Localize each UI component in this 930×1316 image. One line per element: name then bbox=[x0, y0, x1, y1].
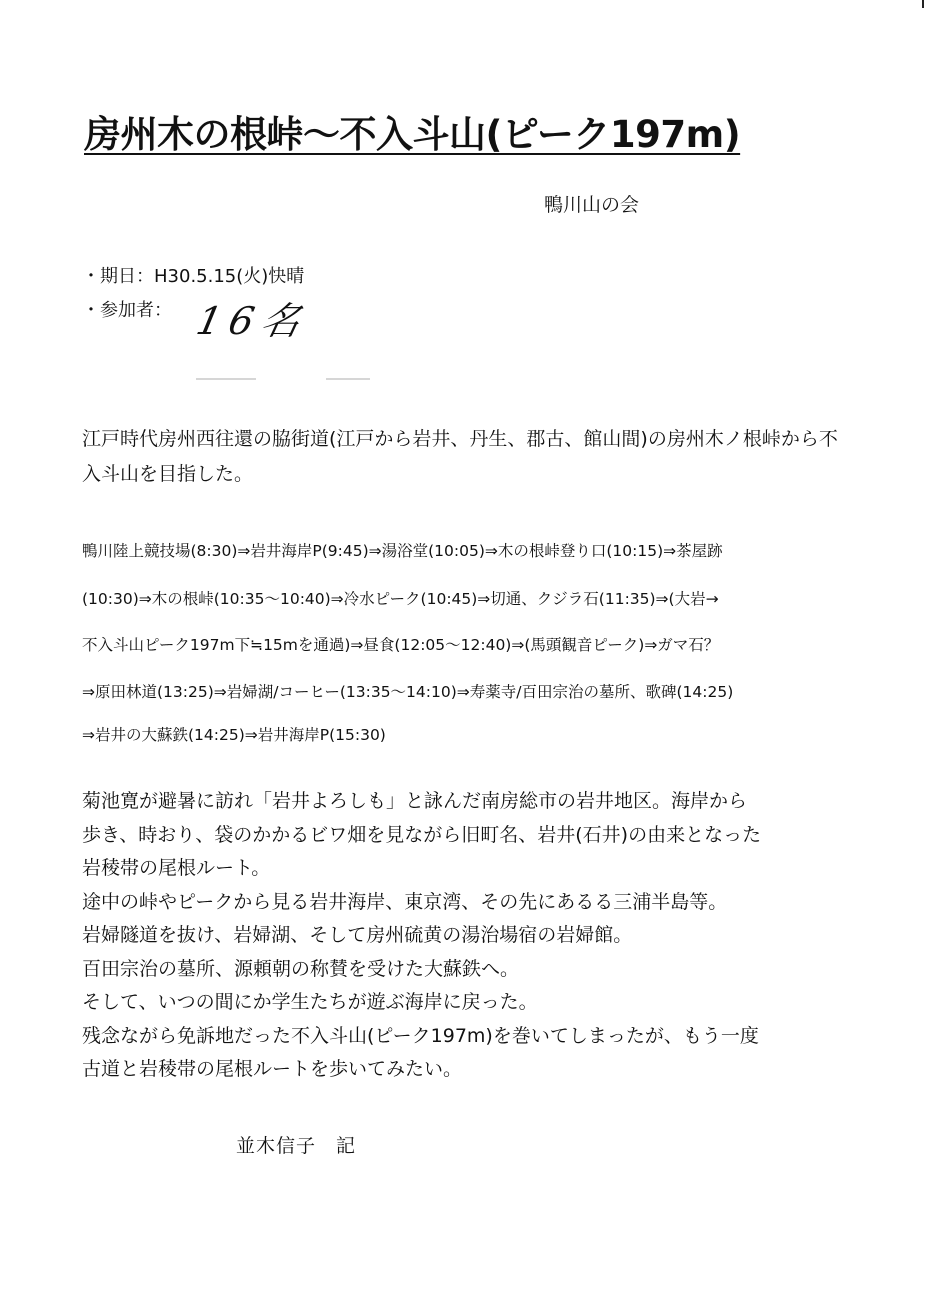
scan-edge-mark bbox=[922, 0, 924, 8]
body-line: 歩き、時おり、袋のかかるビワ畑を見ながら旧町名、岩井(石井)の由来となった bbox=[82, 823, 762, 846]
participants-label: ・参加者： bbox=[82, 300, 172, 321]
scan-smudge bbox=[196, 378, 256, 380]
route-line: 不入斗山ピーク197m下≒15mを通過)⇒昼食(12:05～12:40)⇒(馬頭観音ピーク)⇒ガマ石？ bbox=[82, 636, 720, 654]
date-line: ・期日：H30.5.15(火)快晴 bbox=[82, 266, 305, 287]
body-paragraph bbox=[82, 785, 842, 1087]
body-line: 菊池寛が避暑に訪れ「岩井よろしも」と詠んだ南房総市の岩井地区。海岸から bbox=[82, 790, 748, 812]
body-line: 古道と岩稜帯の尾根ルートを歩いてみたい。 bbox=[82, 1058, 463, 1080]
organization-name: 鴨川山の会 bbox=[544, 194, 640, 216]
body-line: 途中の峠やピークから見る岩井海岸、東京湾、その先にあるる三浦半島等。 bbox=[82, 890, 728, 913]
body-line: 残念ながら免訴地だった不入斗山(ピーク197m)を巻いてしまったが、もう一度 bbox=[82, 1024, 759, 1047]
intro-paragraph: 江戸時代房州西往還の脇街道(江戸から岩井、丹生、郡古、館山間)の房州木ノ根峠から不入斗山を目指した。 bbox=[82, 428, 838, 485]
body-line: 岩婦隧道を抜け、岩婦湖、そして房州硫黄の湯治場宿の岩婦館。 bbox=[82, 924, 633, 946]
body-line: 岩稜帯の尾根ルート。 bbox=[82, 857, 271, 879]
route-line: (10:30)⇒木の根峠(10:35～10:40)⇒冷水ピーク(10:45)⇒切通、クジラ石(11:35)⇒(大岩→ bbox=[82, 590, 719, 608]
author-signature: 並木信子 記 bbox=[236, 1135, 357, 1157]
route-line: ⇒岩井の大蘇鉄(14:25)⇒岩井海岸P(15:30) bbox=[82, 726, 386, 744]
document-title: 房州木の根峠～不入斗山(ピーク197m) bbox=[84, 113, 741, 156]
route-line: ⇒原田林道(13:25)⇒岩婦湖/コーヒー(13:35～14:10)⇒寿薬寺/百田宗治の墓所、歌碑(14:25) bbox=[82, 683, 734, 701]
body-line: 百田宗治の墓所、源頼朝の称賛を受けた大蘇鉄へ。 bbox=[82, 957, 520, 980]
route-line: 鴨川陸上競技場(8:30)⇒岩井海岸P(9:45)⇒湯浴堂(10:05)⇒木の根峠登り口(10:15)⇒茶屋跡 bbox=[82, 542, 723, 560]
participants-handwritten: 16名 bbox=[192, 299, 313, 343]
scan-smudge bbox=[326, 378, 370, 380]
body-line: そして、いつの間にか学生たちが遊ぶ海岸に戻った。 bbox=[82, 991, 538, 1013]
